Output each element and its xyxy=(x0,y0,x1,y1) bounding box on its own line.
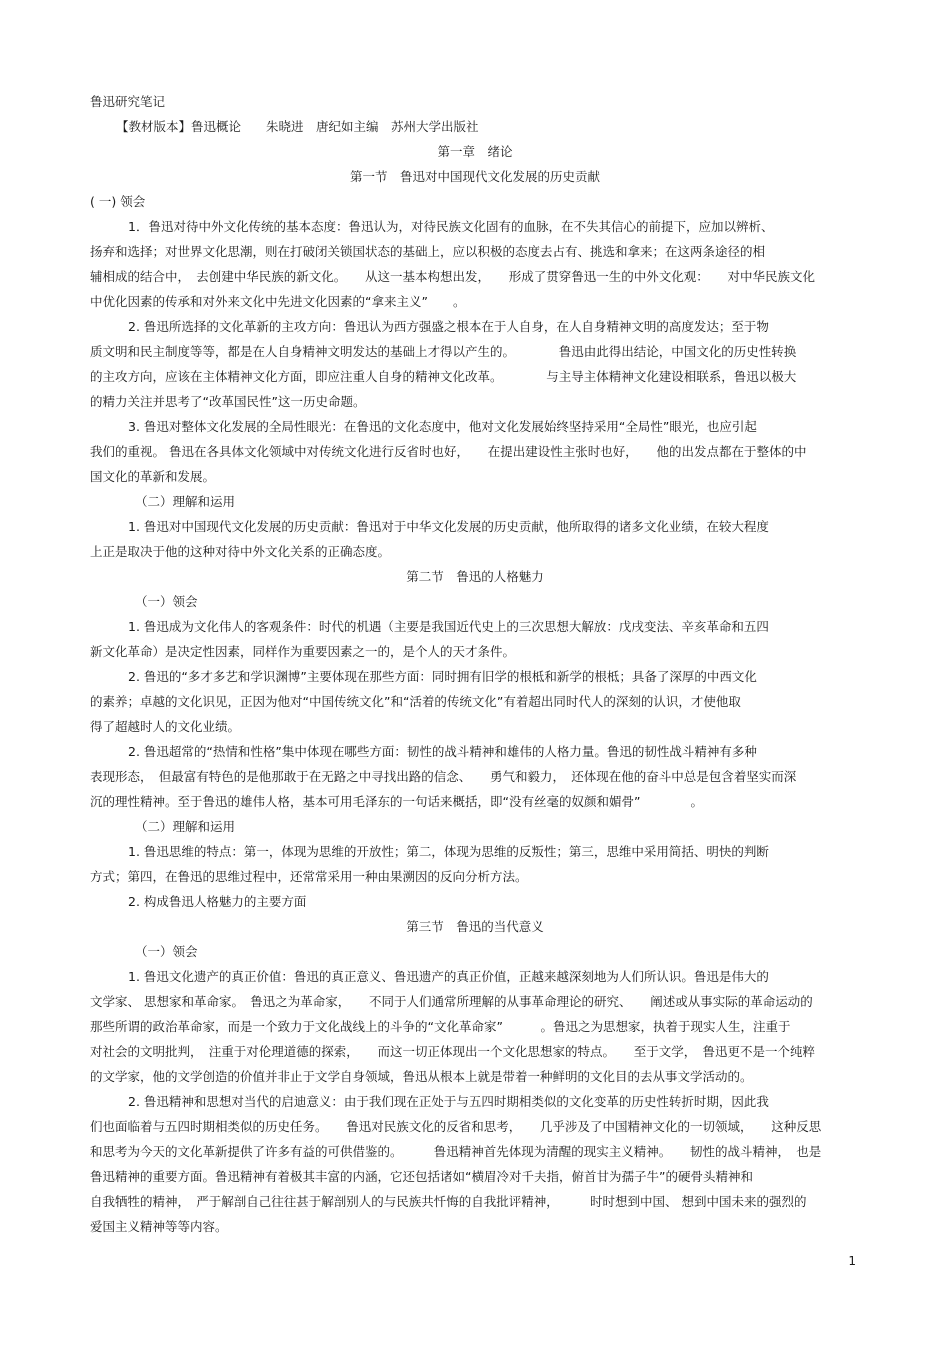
paragraph-line: 爱国主义精神等等内容。 xyxy=(90,1219,228,1234)
section-title: 第一节 鲁迅对中国现代文化发展的历史贡献 xyxy=(349,169,600,184)
paragraph-line: 对社会的文明批判， 注重于对伦理道德的探索， 而这一切正体现出一个文化思想家的特点。 至于文学， 鲁迅更不是一个纯粹 xyxy=(90,1044,816,1059)
doc-title: 鲁迅研究笔记 xyxy=(90,94,166,109)
paragraph-line: 的主攻方向，应该在主体精神文化方面，即应注重人自身的精神文化改革。 与主导主体精神文化建设相联系，鲁迅以极大 xyxy=(90,369,797,384)
paragraph-line: 方式；第四，在鲁迅的思维过程中，还常常采用一种由果溯因的反向分析方法。 xyxy=(90,869,528,884)
paragraph-line: 自我牺牲的精神， 严于解剖自己往往甚于解剖别人的与民族共忏悔的自我批评精神， 时时想到中国、 想到中国未来的强烈的 xyxy=(90,1194,807,1209)
paragraph-line: 文学家、 思想家和革命家。 鲁迅之为革命家， 不同于人们通常所理解的从事革命理论的研究、 阐述或从事实际的革命运动的 xyxy=(90,994,813,1009)
paragraph-line: 中优化因素的传承和对外来文化中先进文化因素的“拿来主义” 。 xyxy=(90,294,466,309)
paragraph-line: 和思考为今天的文化革新提供了许多有益的可供借鉴的。 鲁迅精神首先体现为清醒的现实主义精神。 韧性的战斗精神， 也是 xyxy=(90,1144,822,1159)
paragraph-line: 扬弃和选择；对世界文化思潮，则在打破闭关锁国状态的基础上，应以积极的态度去占有、挑选和拿来；在这两条途径的相 xyxy=(90,244,766,259)
paragraph-line: 1. 鲁迅对中国现代文化发展的历史贡献：鲁迅对于中华文化发展的历史贡献，他所取得的诸多文化业绩，在较大程度 xyxy=(128,519,769,534)
textbook-info: 【教材版本】鲁迅概论 朱晓进 唐纪如主编 苏州大学出版社 xyxy=(116,119,479,134)
paragraph-line: 2. 鲁迅所选择的文化革新的主攻方向：鲁迅认为西方强盛之根本在于人自身，在人自身精神文明的高度发达；至于物 xyxy=(128,319,769,334)
paragraph-line: 3. 鲁迅对整体文化发展的全局性眼光：在鲁迅的文化态度中，他对文化发展始终坚持采用“全局性”眼光，也应引起 xyxy=(128,419,757,434)
paragraph-line: 2. 鲁迅超常的“热情和性格”集中体现在哪些方面：韧性的战斗精神和雄伟的人格力量。鲁迅的韧性战斗精神有多种 xyxy=(128,744,757,759)
page-number: 1 xyxy=(848,1254,856,1268)
subheading: （一）领会 xyxy=(135,944,198,959)
paragraph-line: 2. 鲁迅精神和思想对当代的启迪意义：由于我们现在正处于与五四时期相类似的文化变革的历史性转折时期，因此我 xyxy=(128,1094,769,1109)
paragraph-line: 2. 构成鲁迅人格魅力的主要方面 xyxy=(128,894,307,909)
subheading: ( 一) 领会 xyxy=(90,194,146,209)
paragraph-line: 1. 鲁迅思维的特点：第一，体现为思维的开放性；第二，体现为思维的反叛性；第三，思维中采用简括、明快的判断 xyxy=(128,844,769,859)
paragraph-line: 我们的重视。 鲁迅在各具体文化领域中对传统文化进行反省时也好， 在提出建设性主张时也好， 他的出发点都在于整体的中 xyxy=(90,444,807,459)
paragraph-line: 质文明和民主制度等等，都是在人自身精神文明发达的基础上才得以产生的。 鲁迅由此得出结论，中国文化的历史性转换 xyxy=(90,344,797,359)
section-title: 第二节 鲁迅的人格魅力 xyxy=(406,569,544,584)
paragraph-line: 国文化的革新和发展。 xyxy=(90,469,216,484)
paragraph-line: 1. 鲁迅文化遗产的真正价值：鲁迅的真正意义、鲁迅遗产的真正价值，正越来越深刻地为人们所认识。鲁迅是伟大的 xyxy=(128,969,769,984)
paragraph-line: 新文化革命）是决定性因素，同样作为重要因素之一的，是个人的天才条件。 xyxy=(90,644,516,659)
paragraph-line: 鲁迅精神的重要方面。鲁迅精神有着极其丰富的内涵，它还包括诸如“横眉冷对千夫指，俯首甘为孺子牛”的硬骨头精神和 xyxy=(90,1169,753,1184)
paragraph-line: 的精力关注并思考了“改革国民性”这一历史命题。 xyxy=(90,394,366,409)
paragraph-line: 得了超越时人的文化业绩。 xyxy=(90,719,241,734)
paragraph-line: 1. 鲁迅成为文化伟人的客观条件：时代的机遇（主要是我国近代史上的三次思想大解放：戊戌变法、辛亥革命和五四 xyxy=(128,619,769,634)
paragraph-line: 上正是取决于他的这种对待中外文化关系的正确态度。 xyxy=(90,544,391,559)
chapter-title: 第一章 绪论 xyxy=(437,144,513,159)
paragraph-line: 2. 鲁迅的“多才多艺和学识渊博”主要体现在那些方面：同时拥有旧学的根柢和新学的根柢；具备了深厚的中西文化 xyxy=(128,669,757,684)
subheading: （一）领会 xyxy=(135,594,198,609)
paragraph-line: 沉的理性精神。至于鲁迅的雄伟人格，基本可用毛泽东的一句话来概括，即“没有丝毫的奴颜和媚骨” 。 xyxy=(90,794,703,809)
paragraph-line: 们也面临着与五四时期相类似的历史任务。 鲁迅对民族文化的反省和思考， 几乎涉及了中国精神文化的一切领域， 这种反思 xyxy=(90,1119,822,1134)
subheading: （二）理解和运用 xyxy=(135,819,236,834)
paragraph-line: 辅相成的结合中， 去创建中华民族的新文化。 从这一基本构想出发， 形成了贯穿鲁迅一生的中外文化观： 对中华民族文化 xyxy=(90,269,816,284)
paragraph-line: 1．鲁迅对待中外文化传统的基本态度：鲁迅认为，对待民族文化固有的血脉，在不失其信心的前提下，应加以辨析、 xyxy=(128,219,774,234)
paragraph-line: 的文学家，他的文学创造的价值并非止于文学自身领域，鲁迅从根本上就是带着一种鲜明的文化目的去从事文学活动的。 xyxy=(90,1069,753,1084)
section-title: 第三节 鲁迅的当代意义 xyxy=(406,919,544,934)
paragraph-line: 表现形态， 但最富有特色的是他那敢于在无路之中寻找出路的信念、 勇气和毅力， 还体现在他的奋斗中总是包含着坚实而深 xyxy=(90,769,797,784)
subheading: （二）理解和运用 xyxy=(135,494,236,509)
paragraph-line: 的素养；卓越的文化识见，正因为他对“中国传统文化”和“活着的传统文化”有着超出同时代人的深刻的认识，才使他取 xyxy=(90,694,741,709)
paragraph-line: 那些所谓的政治革命家，而是一个致力于文化战线上的斗争的“文化革命家” 。鲁迅之为思想家，执着于现实人生，注重于 xyxy=(90,1019,791,1034)
